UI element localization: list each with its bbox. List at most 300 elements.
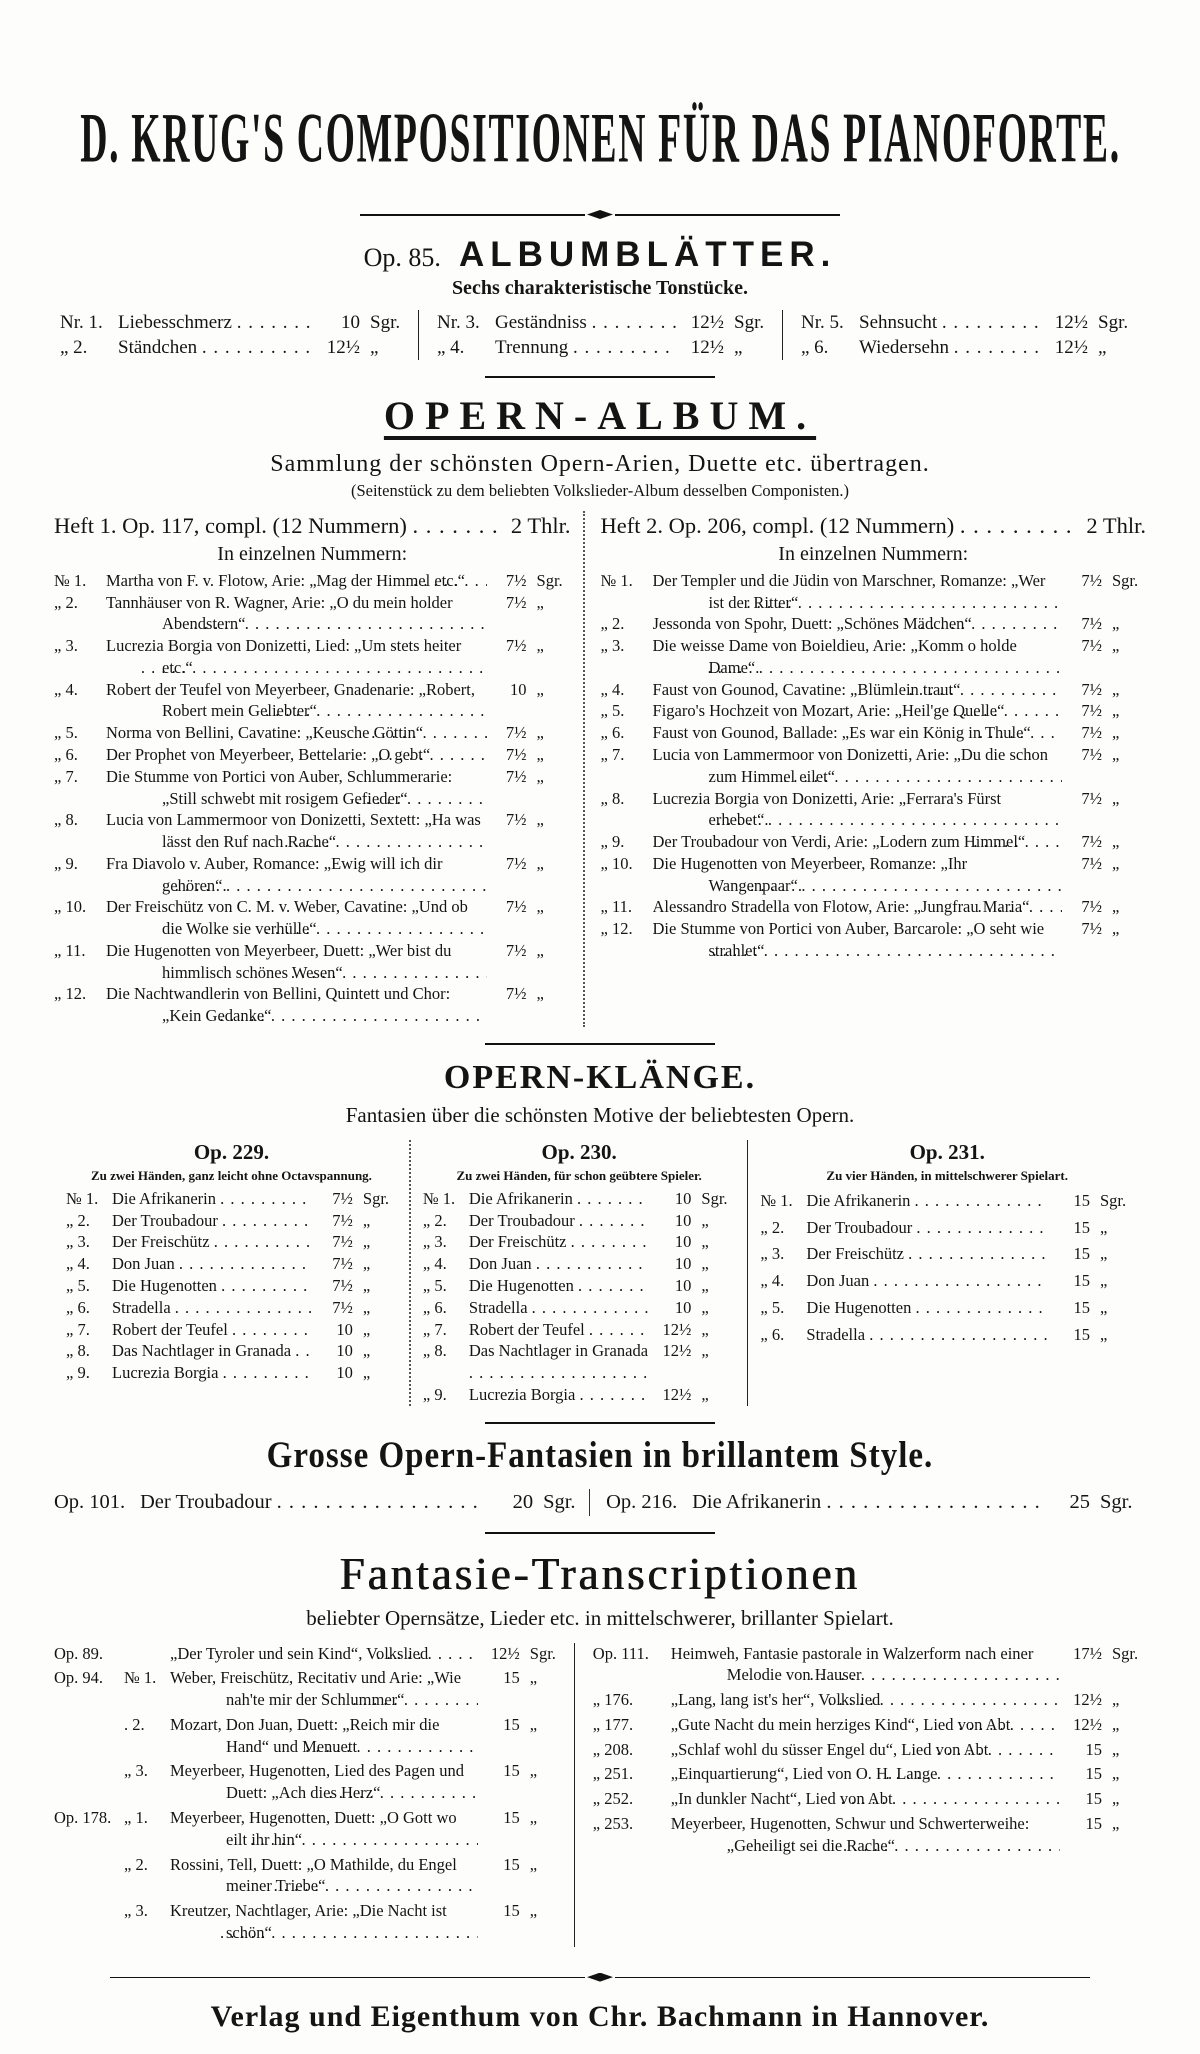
- entry-number: „ 10.: [600, 853, 633, 873]
- section-subtitle: Sammlung der schönsten Opern-Arien, Duette etc. übertragen.: [270, 451, 930, 478]
- entry-number: № 1.: [124, 1668, 157, 1688]
- list-label: In einzelnen Nummern:: [778, 542, 969, 565]
- entry-number: „ 4.: [437, 337, 465, 359]
- section-note: (Seitenstück zu dem beliebten Volkslieder-Album desselben Componisten.): [350, 481, 850, 501]
- catalog-entry: [593, 1739, 1146, 1761]
- opus-number: Op. 229.: [193, 1139, 270, 1164]
- entry-currency: „: [536, 592, 544, 612]
- catalog-entry: [423, 1231, 736, 1253]
- albumblaetter-column-2: [418, 310, 782, 360]
- entry-title: Der Freischütz: [806, 1244, 904, 1264]
- entry-price: 7½: [1081, 570, 1102, 590]
- entry-currency: „: [1111, 614, 1120, 634]
- entry-price: 7½: [1081, 614, 1102, 634]
- entry-price: 15: [1073, 1297, 1090, 1317]
- entry-price: 12½: [662, 1319, 692, 1339]
- entry-currency: „: [362, 1319, 371, 1339]
- albumblaetter-column-3: [782, 310, 1146, 360]
- entry-number: Nr. 3.: [437, 312, 480, 333]
- entry-price: 7½: [505, 723, 527, 743]
- catalog-entry: [54, 896, 571, 940]
- catalog-entry: [66, 1319, 397, 1341]
- entry-title: Lucrezia Borgia: [468, 1384, 576, 1404]
- entry-title: Der Templer und die Jüdin von Marschner, Romanze: „Wer ist der Ritter“: [652, 570, 1046, 612]
- entry-currency: „: [1099, 1217, 1108, 1237]
- catalog-entry: [589, 1489, 1146, 1516]
- entry-currency: „: [362, 1254, 371, 1274]
- catalog-entry: [60, 335, 408, 360]
- entry-currency: „: [1111, 1789, 1120, 1809]
- albumblaetter-columns: [54, 310, 1146, 360]
- catalog-entry: [66, 1210, 397, 1232]
- entry-price: 12½: [1054, 312, 1088, 333]
- entry-currency: „: [536, 940, 544, 960]
- entry-title: Lucrezia Borgia von Donizetti, Lied: „Um stets heiter etc.“: [106, 636, 462, 677]
- entry-price: 15: [1073, 1244, 1090, 1264]
- entry-price: 12½: [662, 1341, 692, 1361]
- entry-title: Die Afrikanerin: [112, 1188, 217, 1208]
- entry-number: Nr. 1.: [60, 312, 103, 333]
- catalog-entry: [601, 613, 1146, 635]
- entry-title: Die Afrikanerin: [806, 1190, 911, 1210]
- column-subtitle: Zu zwei Händen, ganz leicht ohne Octavspannung.: [90, 1167, 372, 1183]
- entry-currency: „: [362, 1275, 371, 1295]
- catalog-entry: [60, 310, 408, 335]
- entry-currency: „: [536, 853, 544, 873]
- entry-price: 10: [674, 1297, 692, 1317]
- catalog-entry: [601, 679, 1146, 701]
- section-title: OPERN-ALBUM.: [383, 393, 817, 439]
- entry-number: „ 7.: [422, 1319, 447, 1339]
- entry-number: „ 1.: [124, 1807, 148, 1827]
- entry-price: 12½: [662, 1384, 692, 1404]
- entry-number: „ 12.: [600, 919, 633, 939]
- entry-number: „ 7.: [66, 1319, 90, 1339]
- entry-title: Stradella: [112, 1297, 171, 1317]
- entry-price: 7½: [505, 940, 527, 960]
- entry-title: Das Nachtlager in Granada: [468, 1341, 649, 1361]
- entry-number: „ 9.: [422, 1384, 447, 1404]
- entry-title: Das Nachtlager in Granada: [112, 1341, 292, 1361]
- op229-column: [54, 1140, 409, 1406]
- entry-number: „ 6.: [600, 723, 625, 743]
- catalog-entry: [66, 1340, 397, 1362]
- entry-title: Fra Diavolo v. Auber, Romance: „Ewig will ich dir gehören“.: [106, 853, 443, 895]
- entry-title: Meyerbeer, Hugenotten, Duett: „O Gott wo eilt ihr hin“: [170, 1807, 457, 1849]
- heft-header: [54, 511, 571, 541]
- entry-title: Stradella: [468, 1297, 528, 1317]
- catalog-entry: [593, 1643, 1146, 1687]
- entry-price: 12½: [326, 337, 360, 359]
- catalog-entry: [601, 635, 1146, 679]
- catalog-entry: [54, 570, 571, 592]
- entry-currency: Sgr.: [370, 312, 401, 333]
- entry-currency: „: [536, 810, 544, 830]
- entry-currency: Sgr.: [543, 1490, 576, 1513]
- entry-currency: „: [362, 1363, 371, 1383]
- entry-price: 17½: [1073, 1643, 1102, 1663]
- publisher-imprint: Verlag und Eigenthum von Chr. Bachmann in Hannover.: [210, 1999, 990, 2033]
- entry-number: „ 2.: [60, 337, 88, 359]
- grosse-fantasien-row: [54, 1489, 1146, 1516]
- catalog-entry: [601, 853, 1146, 897]
- catalog-entry: [423, 1340, 736, 1384]
- entry-title: Faust von Gounod, Ballade: „Es war ein König in Thule“: [652, 723, 1031, 743]
- catalog-entry: [54, 983, 571, 1027]
- entry-currency: „: [1111, 679, 1120, 699]
- opus-number: „ 252.: [592, 1789, 634, 1809]
- section-title: OPERN-KLÄNGE.: [443, 1058, 757, 1096]
- entry-title: Heimweh, Fantasie pastorale in Walzerform nach einer Melodie von Hauser: [670, 1643, 1034, 1685]
- catalog-entry: [760, 1215, 1134, 1242]
- entry-price: 12½: [1073, 1690, 1102, 1710]
- opus-number: Op. 89.: [54, 1643, 104, 1663]
- entry-title: Don Juan: [806, 1271, 870, 1291]
- opus-number: „ 176.: [592, 1690, 634, 1710]
- entry-price: 12½: [490, 1643, 520, 1663]
- entry-title: Stradella: [806, 1324, 866, 1344]
- entry-currency: „: [1111, 723, 1120, 743]
- entry-currency: „: [362, 1341, 371, 1361]
- entry-title: Ständchen: [118, 337, 198, 359]
- entry-price: 12½: [690, 337, 724, 359]
- entry-title: Die Hugenotten: [112, 1275, 217, 1295]
- entry-currency: „: [1111, 1739, 1120, 1759]
- catalog-entry: [66, 1253, 397, 1275]
- section-albumblaetter: [54, 235, 1146, 360]
- entry-currency: „: [734, 337, 743, 359]
- entry-title: Wiedersehn: [859, 337, 949, 359]
- section-opern-album: [54, 392, 1146, 1027]
- opus-number: Op. 85.: [363, 243, 441, 272]
- entry-price: 7½: [1081, 853, 1102, 873]
- entry-price: 15: [1085, 1789, 1102, 1809]
- section-subtitle: Sechs charakteristische Tonstücke.: [451, 277, 749, 299]
- catalog-entry: [54, 1714, 564, 1758]
- opus-number: Op. 230.: [541, 1139, 617, 1164]
- catalog-entry: [760, 1268, 1134, 1295]
- op230-items: [423, 1188, 736, 1406]
- entry-price: 7½: [1081, 788, 1102, 808]
- heft-price: 2 Thlr.: [510, 513, 571, 539]
- catalog-entry: [601, 896, 1146, 918]
- entry-currency: „: [1111, 1690, 1120, 1710]
- catalog-entry: [423, 1384, 736, 1406]
- catalog-entry: [66, 1188, 397, 1210]
- entry-currency: „: [1099, 1244, 1108, 1264]
- entry-currency: „: [701, 1319, 709, 1339]
- entry-title: Norma von Bellini, Cavatine: „Keusche Göttin“: [106, 723, 424, 743]
- entry-title: Meyerbeer, Hugenotten, Lied des Pagen und Duett: „Ach dies Herz“: [170, 1761, 464, 1803]
- entry-currency: „: [536, 723, 544, 743]
- entry-title: „Der Tyroler und sein Kind“, Volkslied: [170, 1643, 429, 1663]
- entry-number: „ 8.: [422, 1341, 447, 1361]
- entry-currency: „: [536, 766, 544, 786]
- entry-title: „Lang, lang ist's her“, Volkslied: [670, 1690, 881, 1710]
- entry-price: 7½: [332, 1297, 353, 1317]
- entry-price: 7½: [1081, 832, 1102, 852]
- entry-title: Jessonda von Spohr, Duett: „Schönes Mädchen“: [652, 614, 972, 634]
- entry-currency: Sgr.: [536, 570, 563, 590]
- catalog-entry: [801, 335, 1136, 360]
- entry-title: Der Troubadour: [468, 1210, 575, 1230]
- entry-title: Don Juan: [468, 1254, 532, 1274]
- entry-title: Sehnsucht: [859, 312, 938, 333]
- entry-number: „ 4.: [66, 1254, 90, 1274]
- opus-number: Op. 94.: [54, 1668, 104, 1688]
- section-title: Fantasie-Transcriptionen: [339, 1548, 861, 1599]
- entry-price: 7½: [1081, 744, 1102, 764]
- ornamental-divider: [110, 1973, 1090, 1982]
- section-subtitle: Fantasien über die schönsten Motive der beliebtesten Opern.: [345, 1102, 855, 1127]
- entry-currency: „: [1111, 919, 1120, 939]
- entry-currency: „: [1111, 744, 1120, 764]
- catalog-entry: [423, 1297, 736, 1319]
- entry-price: 15: [503, 1807, 520, 1827]
- entry-price: 7½: [332, 1254, 353, 1274]
- catalog-entry: [66, 1362, 397, 1384]
- entry-price: 7½: [505, 810, 527, 830]
- entry-price: 15: [1085, 1739, 1102, 1759]
- entry-currency: „: [529, 1854, 538, 1874]
- entry-price: 7½: [505, 636, 527, 656]
- catalog-entry: [601, 700, 1146, 722]
- entry-price: 12½: [1073, 1714, 1102, 1734]
- entry-currency: „: [1099, 1324, 1108, 1344]
- entry-title: Die weisse Dame von Boieldieu, Arie: „Komm o holde Dame“.: [652, 636, 1017, 677]
- column-subtitle: Zu vier Händen, in mittelschwerer Spielart.: [826, 1167, 1068, 1183]
- entry-price: 10: [674, 1232, 692, 1252]
- entry-price: 15: [503, 1854, 520, 1874]
- entry-price: 7½: [332, 1210, 353, 1230]
- entry-currency: „: [701, 1341, 709, 1361]
- section-subtitle: beliebter Opernsätze, Lieder etc. in mittelschwerer, brillanter Spielart.: [306, 1605, 894, 1630]
- column-subtitle: Zu zwei Händen, für schon geübtere Spieler.: [456, 1167, 702, 1183]
- op229-items: [66, 1188, 397, 1384]
- catalog-entry: [54, 1667, 564, 1711]
- entry-title: Trennung: [495, 337, 569, 359]
- entry-number: „ 4.: [760, 1271, 785, 1291]
- entry-price: 10: [510, 679, 527, 699]
- catalog-entry: [760, 1188, 1134, 1215]
- entry-number: „ 3.: [54, 636, 78, 656]
- entry-title: Faust von Gounod, Cavatine: „Blümlein traut“: [652, 679, 961, 699]
- entry-price: 7½: [505, 853, 527, 873]
- entry-price: 10: [674, 1210, 692, 1230]
- entry-currency: „: [529, 1807, 538, 1827]
- entry-number: „ 9.: [54, 853, 78, 873]
- entry-price: 7½: [505, 766, 527, 786]
- heft-price: 2 Thlr.: [1086, 513, 1146, 539]
- entry-number: „ 8.: [66, 1341, 90, 1361]
- heft-title: Heft 2. Op. 206, compl. (12 Nummern): [600, 513, 955, 539]
- entry-title: Don Juan: [112, 1254, 175, 1274]
- entry-currency: Sgr.: [529, 1643, 556, 1663]
- entry-currency: Sgr.: [1111, 570, 1139, 590]
- entry-price: 7½: [1081, 636, 1102, 656]
- entry-number: „ 7.: [600, 744, 625, 764]
- entry-title: Kreutzer, Nachtlager, Arie: „Die Nacht ist schön“: [170, 1901, 447, 1942]
- catalog-entry: [593, 1813, 1146, 1857]
- entry-price: 15: [1073, 1271, 1090, 1291]
- catalog-entry: [801, 310, 1136, 335]
- catalog-entry: [54, 809, 571, 853]
- entry-title: Martha von F. v. Flotow, Arie: „Mag der Himmel etc.“: [106, 570, 466, 590]
- entry-price: 20: [512, 1490, 534, 1513]
- catalog-entry: [593, 1788, 1146, 1810]
- section-grosse-fantasien: [54, 1435, 1146, 1516]
- fantasie-right-column: [574, 1643, 1146, 1947]
- heft2-items: [601, 570, 1146, 962]
- entry-title: Der Troubadour: [112, 1210, 218, 1230]
- catalog-entry: [54, 679, 571, 723]
- entry-price: 15: [1085, 1764, 1102, 1784]
- entry-number: „ 3.: [600, 636, 625, 656]
- entry-currency: „: [362, 1297, 371, 1317]
- entry-currency: „: [362, 1210, 371, 1230]
- albumblaetter-column-1: [54, 310, 418, 360]
- entry-price: 7½: [1081, 919, 1102, 939]
- entry-currency: „: [1111, 832, 1120, 852]
- entry-price: 15: [1073, 1190, 1090, 1210]
- opus-number: „ 253.: [592, 1813, 634, 1833]
- entry-number: „ 12.: [54, 984, 87, 1004]
- catalog-entry: [423, 1210, 736, 1232]
- entry-price: 10: [336, 1319, 353, 1339]
- entry-price: 15: [1073, 1217, 1090, 1237]
- ornamental-divider: [360, 210, 840, 219]
- entry-title: „Schlaf wohl du süsser Engel du“, Lied von Abt: [670, 1739, 989, 1759]
- opus-number: Op. 231.: [909, 1139, 985, 1164]
- entry-price: 7½: [332, 1275, 353, 1295]
- heft1-items: [54, 570, 571, 1027]
- catalog-entry: [54, 940, 571, 984]
- entry-currency: „: [529, 1761, 538, 1781]
- catalog-entry: [54, 1489, 589, 1516]
- divider-line: [615, 1977, 1090, 1978]
- entry-currency: „: [1111, 636, 1120, 656]
- divider-line: [615, 214, 840, 216]
- entry-title: Robert der Teufel von Meyerbeer, Gnadenarie: „Robert, Robert mein Geliebter“: [106, 679, 475, 721]
- entry-number: „ 9.: [66, 1363, 90, 1383]
- entry-currency: „: [1098, 337, 1107, 359]
- entry-number: „ 2.: [54, 592, 78, 612]
- catalog-entry: [423, 1188, 736, 1210]
- catalog-entry: [760, 1241, 1134, 1268]
- entry-title: Die Afrikanerin: [468, 1188, 573, 1208]
- entry-price: 10: [674, 1188, 692, 1208]
- entry-price: 7½: [505, 570, 527, 590]
- entry-title: Robert der Teufel: [468, 1319, 585, 1339]
- entry-price: 7½: [505, 897, 527, 917]
- heft-header: [601, 511, 1146, 541]
- entry-currency: Sgr.: [734, 312, 765, 333]
- catalog-entry: [760, 1322, 1134, 1349]
- catalog-entry: [437, 335, 772, 360]
- entry-currency: „: [1111, 897, 1120, 917]
- catalog-entry: [66, 1297, 397, 1319]
- entry-number: „ 10.: [54, 897, 87, 917]
- catalog-entry: [593, 1763, 1146, 1785]
- entry-title: Der Freischütz von C. M. v. Weber, Cavatine: „Und ob die Wolke sie verhülle“: [106, 897, 468, 939]
- page-title: D. KRUG'S COMPOSITIONEN FÜR DAS PIANOFORTE.: [79, 97, 1121, 177]
- catalog-entry: [54, 1854, 564, 1898]
- entry-currency: Sgr.: [1111, 1643, 1139, 1663]
- catalog-entry: [437, 310, 772, 335]
- entry-currency: „: [362, 1232, 371, 1252]
- diamond-ornament-icon: [587, 210, 613, 219]
- entry-number: „ 6.: [54, 744, 78, 764]
- entry-number: „ 4.: [422, 1254, 447, 1274]
- section-divider: [485, 1532, 715, 1534]
- entry-title: Der Freischütz: [112, 1232, 210, 1252]
- entry-title: Die Nachtwandlerin von Bellini, Quintett und Chor: „Kein Gedanke“: [106, 984, 451, 1026]
- catalog-entry: [54, 1643, 564, 1665]
- entry-number: „ 2.: [600, 614, 625, 634]
- entry-number: „ 8.: [600, 788, 625, 808]
- entry-number: „ 5.: [422, 1275, 447, 1295]
- entry-number: „ 3.: [66, 1232, 90, 1252]
- divider-line: [360, 214, 585, 216]
- entry-number: № 1.: [54, 570, 87, 590]
- catalog-entry: [54, 853, 571, 897]
- entry-price: 15: [503, 1668, 520, 1688]
- catalog-entry: [601, 722, 1146, 744]
- entry-currency: „: [370, 337, 379, 359]
- entry-currency: „: [536, 744, 544, 764]
- entry-price: 12½: [690, 312, 724, 333]
- entry-title: Lucia von Lammermoor von Donizetti, Sextett: „Ha was lässt den Ruf nach Rache“: [106, 810, 481, 852]
- entry-price: 25: [1069, 1490, 1090, 1513]
- entry-price: 15: [1073, 1324, 1090, 1344]
- entry-title: Die Hugenotten von Meyerbeer, Romanze: „Ihr Wangenpaar“.: [652, 853, 968, 895]
- entry-currency: „: [536, 679, 544, 699]
- opus-number: „ 177.: [592, 1714, 634, 1734]
- op231-items: [760, 1188, 1134, 1348]
- entry-number: „ 4.: [54, 679, 78, 699]
- heft2-column: [583, 511, 1146, 1027]
- catalog-entry: [54, 635, 571, 679]
- entry-price: 10: [674, 1275, 692, 1295]
- entry-currency: „: [1111, 1714, 1120, 1734]
- entry-currency: Sgr.: [1098, 312, 1129, 333]
- entry-title: Der Prophet von Meyerbeer, Bettelarie: „O gebt“: [106, 744, 431, 764]
- entry-price: 12½: [1054, 337, 1088, 359]
- entry-price: 7½: [1081, 897, 1102, 917]
- section-divider: [485, 1422, 715, 1424]
- albumblaetter-heading: [54, 235, 1146, 275]
- opus-number: „ 251.: [592, 1764, 634, 1784]
- entry-currency: „: [1111, 701, 1120, 721]
- entry-title: Der Freischütz: [468, 1232, 567, 1252]
- catalog-entry: [54, 744, 571, 766]
- catalog-entry: [423, 1319, 736, 1341]
- opus-number: Op. 178.: [54, 1807, 112, 1827]
- section-title: ALBUMBLÄTTER.: [458, 235, 837, 274]
- entry-number: „ 6.: [66, 1297, 90, 1317]
- entry-title: Die Afrikanerin: [692, 1490, 822, 1513]
- entry-number: „ 2.: [422, 1210, 447, 1230]
- entry-price: 7½: [332, 1232, 353, 1252]
- entry-price: 7½: [1081, 723, 1102, 743]
- entry-number: „ 6.: [801, 337, 829, 359]
- masthead: [54, 78, 1146, 196]
- section-title: Grosse Opern-Fantasien in brillantem Style.: [266, 1435, 934, 1476]
- entry-number: „ 11.: [600, 897, 632, 917]
- entry-number: „ 2.: [66, 1210, 90, 1230]
- section-divider: [485, 376, 715, 378]
- entry-title: Lucrezia Borgia von Donizetti, Arie: „Ferrara's Fürst erhebet“.: [652, 788, 1002, 830]
